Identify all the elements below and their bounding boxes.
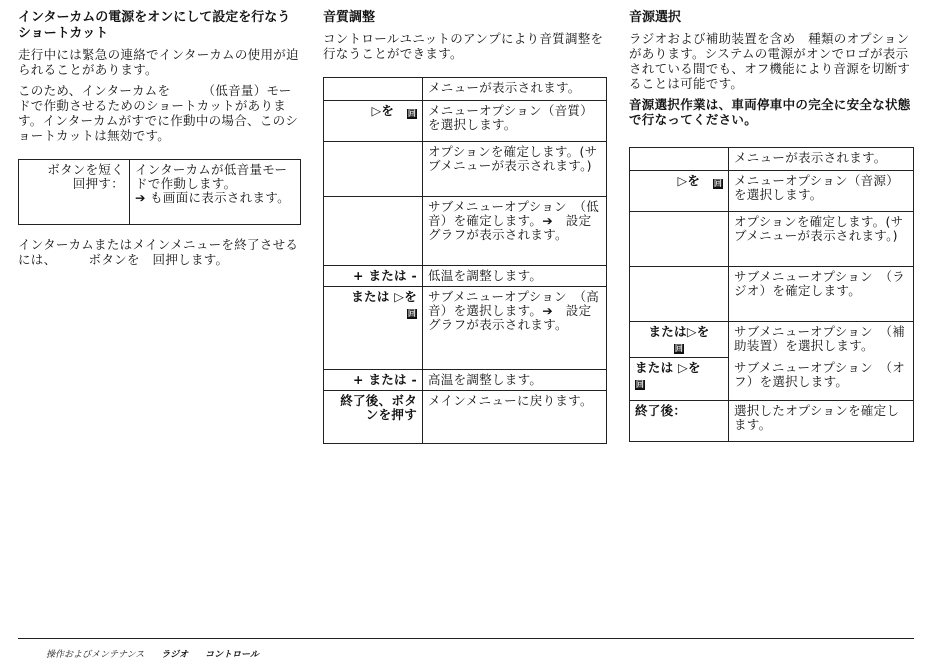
column-source-select: [629, 10, 914, 442]
shortcut-heading: インターカムの電源をオンにして設定を行なうショートカット: [18, 10, 291, 41]
shortcut-intro: 走行中には緊急の連絡でインターカムの使用が迫られることがあります。: [18, 47, 299, 77]
table-row: [630, 212, 914, 267]
column-sound-adjust: [323, 10, 607, 444]
source-safety-note: 音源選択作業は、車両停車中の完全に安全な状態で行なってください。: [629, 97, 911, 127]
row-value: サブメニューオプション （補助装置）を選択します。: [729, 322, 914, 358]
row-value: 低温を調整します。: [423, 266, 607, 287]
row-value: メニューが表示されます。: [729, 148, 914, 171]
source-intro: ラジオおよび補助装置を含め 種類のオプションがあります。システムの電源がオンでロゴが表示されている間でも、オフ機能により音源を切断することは可能です。: [629, 31, 911, 91]
row-value: サブメニューオプション （ラジオ）を確定します。: [729, 267, 914, 322]
table-row: [324, 391, 607, 444]
table-row: [19, 160, 301, 225]
row-key: + または -: [324, 370, 423, 391]
row-key: [324, 287, 423, 370]
press-button-icon: 回: [674, 344, 684, 353]
shortcut-key: ボタンを短く 回押す：: [19, 160, 130, 225]
row-key: 終了後：: [630, 401, 729, 442]
row-value: サブメニューオプション （オフ）を選択します。: [729, 358, 914, 401]
row-key-text: または ▷を: [635, 360, 701, 375]
table-row: [630, 171, 914, 212]
sound-intro: コントロールユニットのアンプにより音質調整を行なうことができます。: [323, 31, 604, 61]
row-value: 選択したオプションを確定します。: [729, 401, 914, 442]
table-row: [630, 148, 914, 171]
row-value: 高温を調整します。: [423, 370, 607, 391]
arrow-right-icon: ➔: [135, 190, 146, 205]
row-value: メニューが表示されます。: [423, 78, 607, 101]
row-value: メニューオプション（音源）を選択します。: [729, 171, 914, 212]
table-row: [630, 401, 914, 442]
table-row: [324, 197, 607, 266]
row-value: オプションを確定します。(サブメニューが表示されます。): [729, 212, 914, 267]
table-row: [630, 267, 914, 322]
table-row: [324, 266, 607, 287]
footer-topic-control: コントロール: [205, 650, 259, 660]
row-value: オプションを確定します。(サブメニューが表示されます。): [423, 142, 607, 197]
row-key: [630, 322, 729, 358]
table-row: [324, 78, 607, 101]
row-key-text: ▷を: [677, 173, 701, 188]
column-shortcut: [18, 10, 301, 273]
footer-rule: [18, 638, 914, 639]
row-value: メインメニューに戻ります。: [423, 391, 607, 444]
table-row: [630, 358, 914, 401]
row-key: [324, 101, 423, 142]
row-key: [630, 267, 729, 322]
shortcut-exit-text: インターカムまたはメインメニューを終了させるには、 ボタンを 回押します。: [18, 237, 299, 267]
press-button-icon: 回: [407, 109, 417, 118]
press-button-icon: 回: [713, 179, 723, 188]
table-row: [324, 287, 607, 370]
footer-topic-radio: ラジオ: [161, 650, 189, 660]
shortcut-value-text: インターカムが低音量モードで作動します。: [135, 162, 288, 191]
sound-table: [323, 77, 607, 444]
row-key: [324, 78, 423, 101]
sound-heading: 音質調整: [323, 10, 376, 25]
table-row: [324, 370, 607, 391]
row-key: [630, 148, 729, 171]
source-heading: 音源選択: [629, 10, 682, 25]
table-row: [324, 142, 607, 197]
row-key: [630, 358, 729, 401]
row-key: [630, 212, 729, 267]
row-key: 終了後、ボタンを押す: [324, 391, 423, 444]
press-button-icon: 回: [407, 309, 417, 318]
source-table: [629, 147, 914, 442]
shortcut-table: [18, 159, 301, 225]
footer: [46, 647, 259, 660]
row-key-text: または ▷を: [351, 289, 417, 304]
table-row: [630, 322, 914, 358]
row-value: サブメニューオプション （高音）を選択します。➔ 設定グラフが表示されます。: [423, 287, 607, 370]
table-row: [324, 101, 607, 142]
row-key: [324, 142, 423, 197]
press-button-icon: 回: [635, 380, 645, 389]
row-key: + または -: [324, 266, 423, 287]
shortcut-value-tail: も画面に表示されます。: [150, 190, 290, 205]
shortcut-description: このため、インターカムを （低音量）モードで作動させるためのショートカットがあります。インターカムがすでに作動中の場合、このショートカットは無効です。: [18, 83, 299, 143]
row-key: [324, 197, 423, 266]
row-key-text: ▷を: [371, 103, 395, 118]
footer-section: 操作およびメンテナンス: [46, 650, 145, 660]
row-value: サブメニューオプション （低音）を確定します。➔ 設定グラフが表示されます。: [423, 197, 607, 266]
row-key: [630, 171, 729, 212]
row-value: メニューオプション（音質）を選択します。: [423, 101, 607, 142]
row-key-text: または▷を: [648, 324, 710, 339]
shortcut-value: [130, 160, 301, 225]
